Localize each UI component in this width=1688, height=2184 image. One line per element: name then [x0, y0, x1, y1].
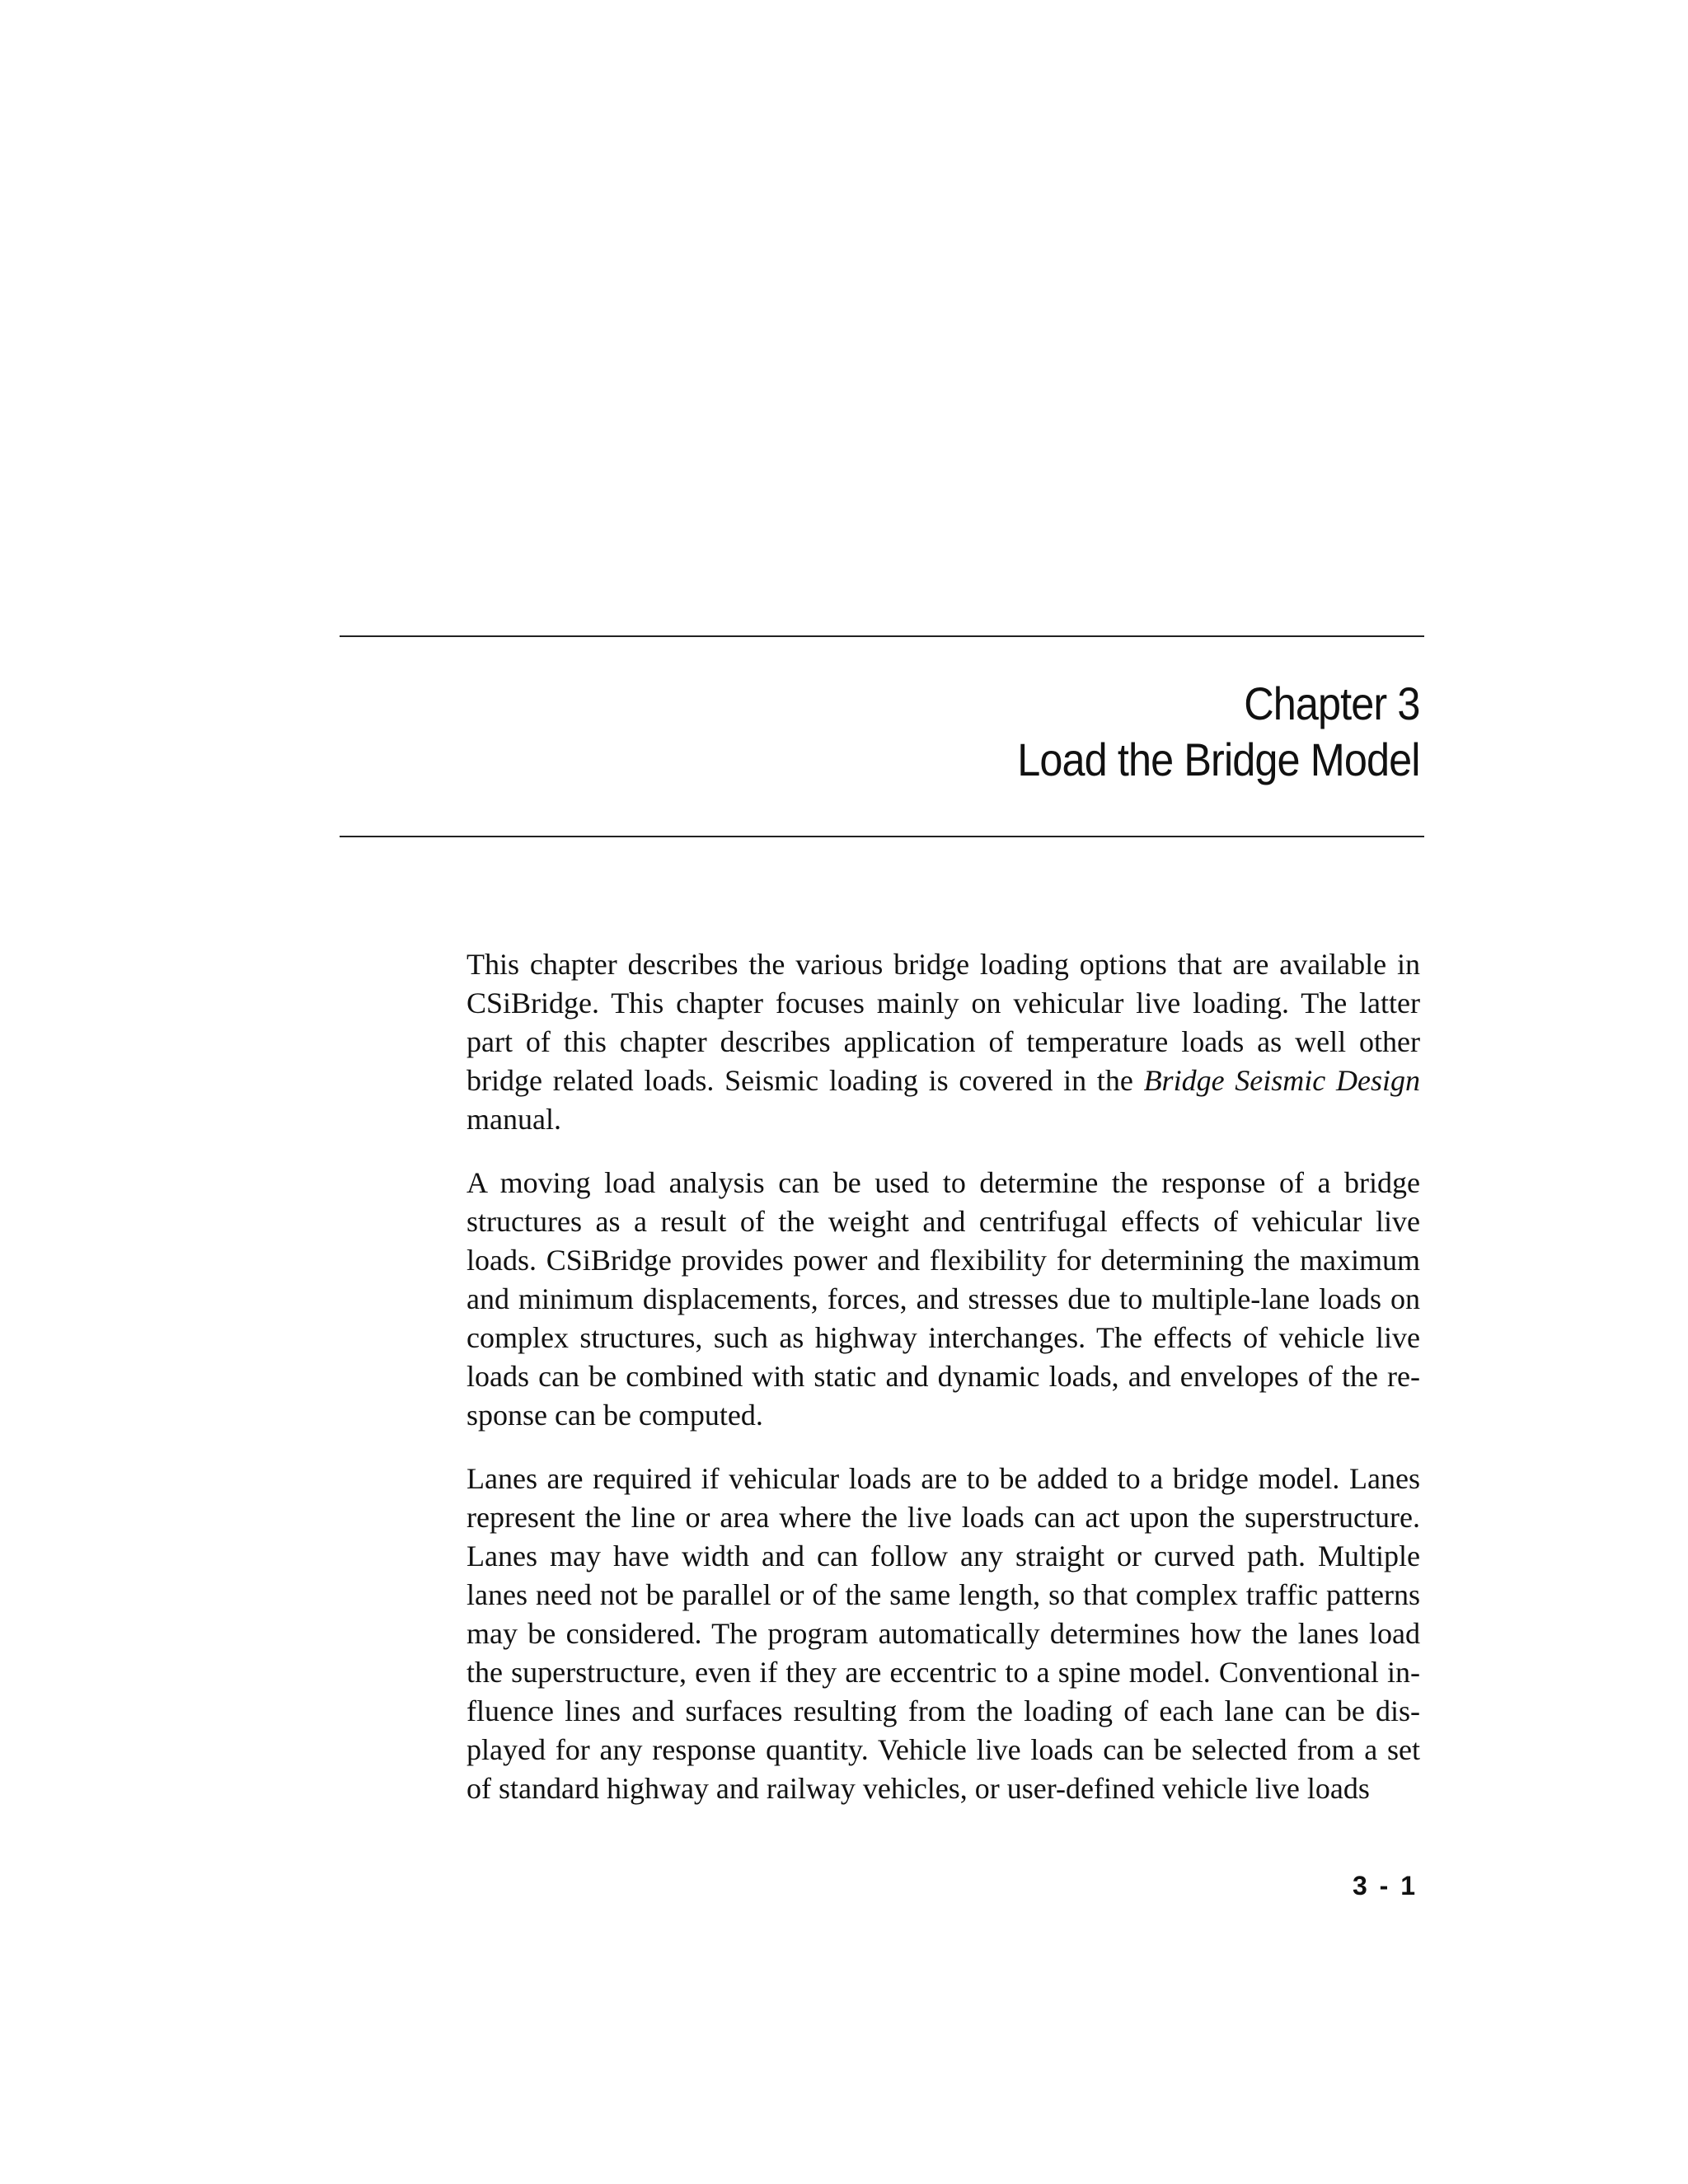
- chapter-heading: [1017, 676, 1419, 788]
- manual-title-emphasis: Bridge Seismic Design: [1143, 1064, 1421, 1097]
- chapter-title: Load the Bridge Model: [1016, 733, 1419, 785]
- page-number: 3 - 1: [1352, 1871, 1418, 1900]
- chapter-number: Chapter 3: [1243, 677, 1419, 729]
- paragraph-intro-tail: manual.: [467, 1103, 561, 1136]
- paragraph-intro: [467, 945, 1420, 1139]
- paragraph-lanes: Lanes are required if vehicular loads are to be added to a bridge model. Lanes represent the line or area where the live loads can act upon the superstructure. Lanes may have width and can follow any straight or curved path. Multiple lanes need not be parallel or of the same length, so that complex traffic patterns may be considered. The program automatically determines how the lanes load the superstructure, even if they are eccentric to a spine model. Conventional influence lines and surfaces resulting from the loading of each lane can be displayed for any response quantity. Vehicle live loads can be selected from a set of standard highway and railway vehicles, or user-defined vehicle live loads: [467, 1462, 1420, 1805]
- chapter-bottom-rule: [340, 836, 1424, 837]
- chapter-body: [467, 945, 1420, 1833]
- chapter-top-rule: [340, 635, 1424, 637]
- paragraph-moving-load: A moving load analysis can be used to determine the response of a bridge structures as a result of the weight and centrifugal effects of vehicular live loads. CSiBridge provides power and flexibility for determining the maximum and minimum displacements, forces, and stresses due to multiple-lane loads on complex structures, such as highway interchanges. The effects of vehicle live loads can be combined with static and dynamic loads, and envelopes of the response can be computed.: [467, 1166, 1420, 1432]
- paragraph-intro-text: This chapter describes the various bridge loading options that are available in CSiBridge. This chapter focuses mainly on vehicular live loading. The latter part of this chapter describes application of temperature loads as well other bridge related loads. Seismic loading is covered in the: [467, 948, 1420, 1097]
